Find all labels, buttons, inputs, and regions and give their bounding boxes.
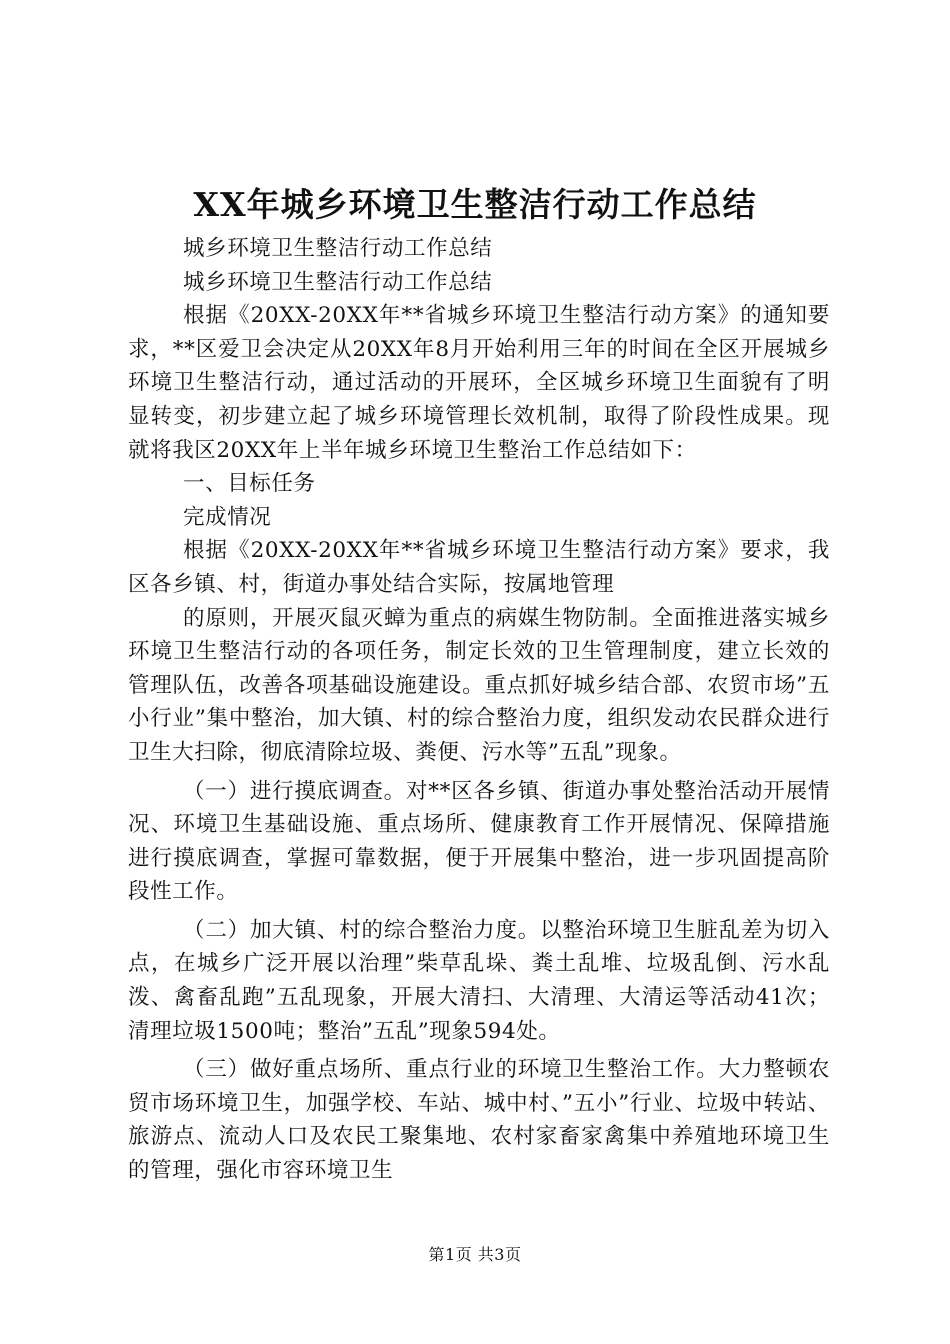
- subsection-heading: 完成情况: [183, 504, 272, 530]
- subtitle-line-1: 城乡环境卫生整洁行动工作总结: [183, 236, 493, 261]
- document-title: XX年城乡环境卫生整洁行动工作总结: [193, 185, 757, 224]
- section-heading: 一、目标任务: [183, 471, 316, 497]
- subtitle-line-2: 城乡环境卫生整洁行动工作总结: [183, 269, 493, 295]
- document-body: [128, 232, 830, 1188]
- item-three-paragraph: （三）做好重点场所、重点行业的环境卫生整治工作。大力整顿农贸市场环境卫生，加强学校、车站、城中村、”五小”行业、垃圾中转站、旅游点、流动人口及农民工聚集地、农村家畜家禽集中养殖地环境卫生的管理，强化市容环境卫生: [128, 1057, 830, 1184]
- principle-paragraph: 的原则，开展灭鼠灭蟑为重点的病媒生物防制。全面推进落实城乡环境卫生整洁行动的各项任务，制定长效的卫生管理制度，建立长效的管理队伍，改善各项基础设施建设。重点抓好城乡结合部、农贸市场”五小行业”集中整治，加大镇、村的综合整治力度，组织发动农民群众进行卫生大扫除，彻底清除垃圾、粪便、污水等”五乱”现象。: [128, 605, 830, 765]
- item-one-paragraph: （一）进行摸底调查。对**区各乡镇、街道办事处整治活动开展情况、环境卫生基础设施、重点场所、健康教育工作开展情况、保障措施进行摸底调查，掌握可靠数据，便于开展集中整治，进一步巩固提高阶段性工作。: [128, 778, 830, 905]
- page-footer: 第1页 共3页: [428, 1245, 522, 1264]
- intro-paragraph: 根据《20XX-20XX年**省城乡环境卫生整洁行动方案》的通知要求，**区爱卫会决定从20XX年8月开始利用三年的时间在全区开展城乡环境卫生整洁行动，通过活动的开展环，全区城乡环境卫生面貌有了明显转变，初步建立起了城乡环境管理长效机制，取得了阶段性成果。现就将我区20XX年上半年城乡环境卫生整治工作总结如下：: [128, 303, 830, 463]
- requirement-paragraph: 根据《20XX-20XX年**省城乡环境卫生整洁行动方案》要求，我区各乡镇、村，街道办事处结合实际，按属地管理: [128, 538, 830, 597]
- item-two-paragraph: （二）加大镇、村的综合整治力度。以整治环境卫生脏乱差为切入点，在城乡广泛开展以治理”柴草乱垛、粪土乱堆、垃圾乱倒、污水乱泼、禽畜乱跑”五乱现象，开展大清扫、大清理、大清运等活动41次；清理垃圾1500吨；整治”五乱”现象594处。: [128, 917, 830, 1044]
